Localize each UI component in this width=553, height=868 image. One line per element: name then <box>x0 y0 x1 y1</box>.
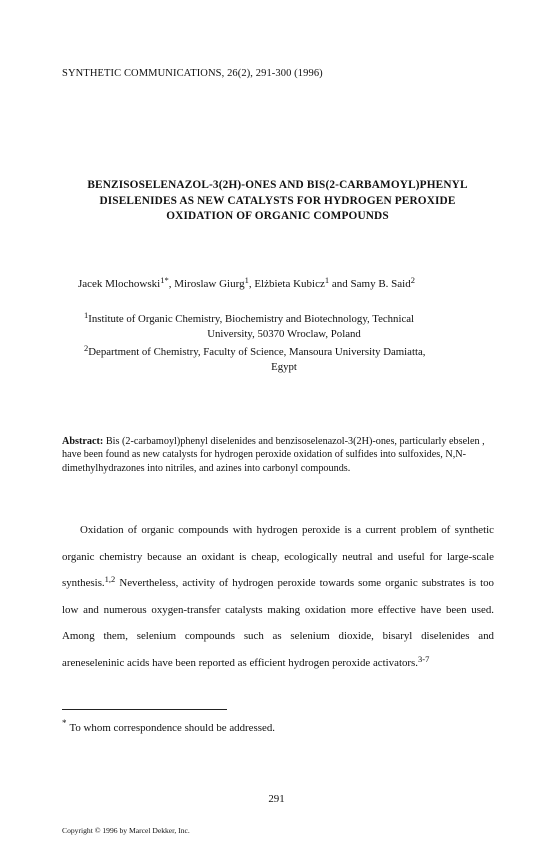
author-affiliation-mark: 2 <box>410 275 415 285</box>
author-separator: , <box>168 278 175 290</box>
footnote <box>62 718 275 734</box>
affiliation-line: $^2$Department of Chemistry, Faculty of Science, Mansoura University Damiatta, <box>84 343 426 358</box>
affiliation-line: Egypt <box>271 360 297 373</box>
abstract <box>62 435 492 475</box>
abstract-text: Bis (2-carbamoyl)phenyl diselenides and benzisoselenazol-3(2H)-ones, particularly ebselen , have been found as new catalysts for hydrogen peroxide oxidation of sulfides into sulfoxides, N,N-dimethylhydrazones into nitriles, and azines into carbonyl compounds. <box>62 436 485 474</box>
affiliation-2 <box>84 345 484 374</box>
title-line-1: BENZISOSELENAZOL-3(2H)-ONES AND BIS(2-CARBAMOYL)PHENYL <box>87 179 468 191</box>
running-head: SYNTHETIC COMMUNICATIONS, 26(2), 291-300 (1996) <box>62 68 323 79</box>
affiliation-mark: 2 <box>84 343 89 353</box>
author-name: Miroslaw Giurg <box>174 278 245 290</box>
body-paragraph: Oxidation of organic compounds with hydrogen peroxide is a current problem of synthetic organic chemistry because an oxidant is cheap, ecologically neutral and useful for large-scale synthesis.$^{1,2}$ Nevertheless, activity of hydrogen peroxide towards some organic substrates is too low and numerous oxygen-transfer catalysts making oxidation more effective have been used. Among them, selenium compounds such as selenium dioxide, bisaryl diselenides and areneseleninic acids have been reported as efficient hydrogen peroxide activators.$^{3-7}$ <box>62 524 494 669</box>
citation-ref: 3-7 <box>418 653 430 664</box>
affiliation-line: University, 50370 Wroclaw, Poland <box>207 327 361 340</box>
affiliation-line: $^1$Institute of Organic Chemistry, Biochemistry and Biotechnology, Technical <box>84 310 415 325</box>
citation-ref: 1,2 <box>104 574 116 585</box>
author-separator: , <box>248 278 255 290</box>
author-affiliation-mark: 1 <box>324 275 330 285</box>
author-name: Samy B. Said <box>350 278 411 290</box>
author-name: Jacek Mlochowski <box>78 278 161 290</box>
affiliation-mark: 1 <box>84 310 89 320</box>
copyright-notice: Copyright © 1996 by Marcel Dekker, Inc. <box>62 826 190 835</box>
title-line-2: DISELENIDES AS NEW CATALYSTS FOR HYDROGEN PEROXIDE <box>99 194 456 207</box>
author-affiliation-mark: 1* <box>160 275 169 285</box>
author-separator: and <box>329 278 351 290</box>
abstract-label: Abstract: <box>62 436 104 447</box>
affiliation-1 <box>84 312 484 341</box>
title-line-3: OXIDATION OF ORGANIC COMPOUNDS <box>166 210 389 222</box>
footnote-mark: * <box>62 718 67 728</box>
paper-title <box>50 178 505 225</box>
author-affiliation-mark: 1 <box>244 275 249 285</box>
footnote-divider <box>62 709 227 710</box>
page-number: 291 <box>268 793 285 805</box>
footnote-text: To whom correspondence should be addressed. <box>69 722 275 734</box>
author-list <box>78 275 415 290</box>
author-name: Elżbieta Kubicz <box>254 278 325 290</box>
